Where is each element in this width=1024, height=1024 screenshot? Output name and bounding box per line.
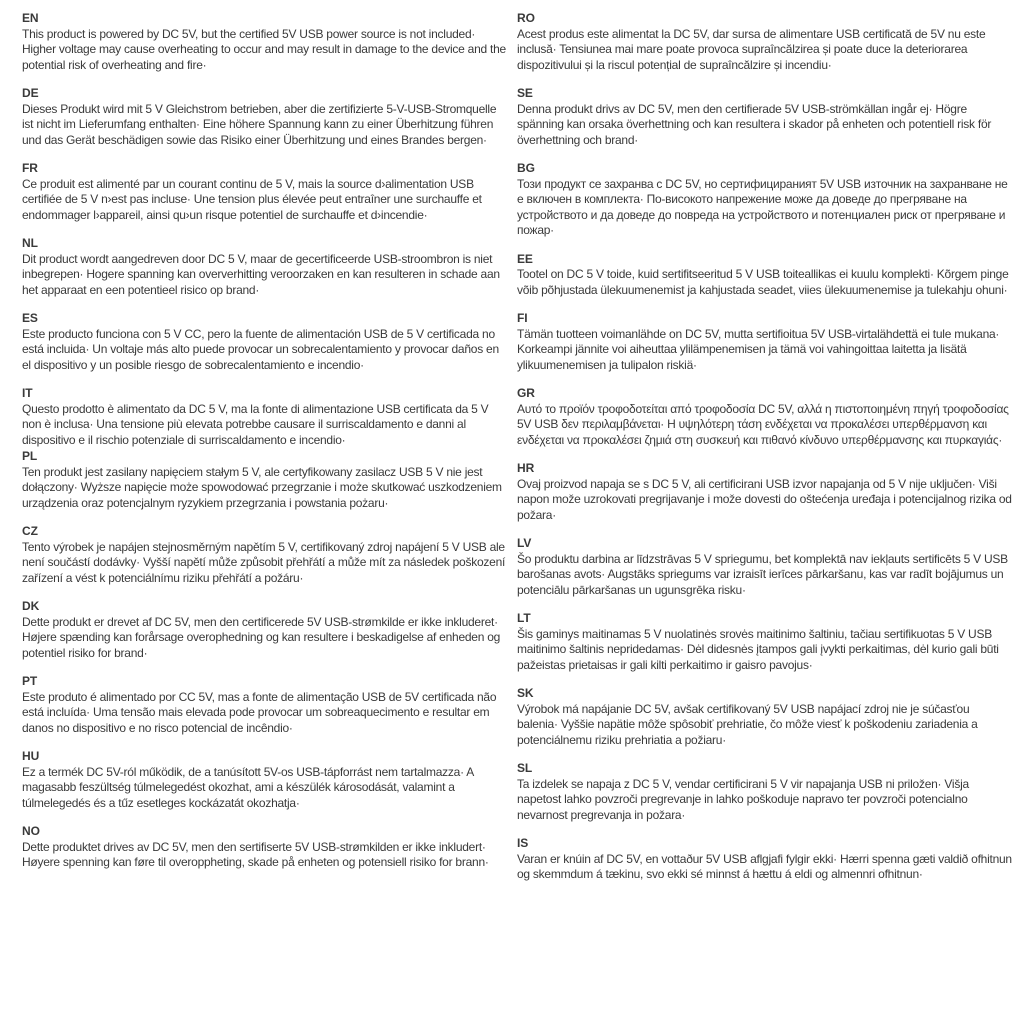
language-code: CZ bbox=[22, 524, 38, 538]
warning-text: Tootel on DC 5 V toide, kuid sertifitseeritud 5 V USB toiteallikas ei kuulu komplekti· Kõrgem pinge võib põhjustada ülekuumenemist ja kahjustada seadet, viies ülekuumenemise ja tulekahju ohuni· bbox=[517, 267, 1009, 297]
warning-text: Dette produktet drives av DC 5V, men den sertifiserte 5V USB-strømkilden er ikke inkludert· Høyere spenning kan føre til overoppheting, skade på enheten og potensiell risiko for brann· bbox=[22, 839, 489, 869]
language-section-lv bbox=[517, 536, 1013, 598]
warning-text: Šis gaminys maitinamas 5 V nuolatinės srovės maitinimo šaltiniu, tačiau sertifikuotas 5 V USB maitinimo šaltinis nepridedamas· Dėl didesnės įtampos gali įvykti perkaitimas, dėl kurio gali būti pažeistas prietaisas ir gali kilti perkaitimo ir gaisro pavojus· bbox=[517, 626, 999, 672]
warning-text: Šo produktu darbina ar līdzstrāvas 5 V spriegumu, bet komplektā nav iekļauts sertificēts 5 V USB barošanas avots· Augstāks spriegums var izraisīt ierīces pārkaršanu, kas var radīt bojājumus un potenciālu pārkaršanas un ugunsgrēka risku· bbox=[517, 551, 1008, 597]
warning-text: Este producto funciona con 5 V CC, pero la fuente de alimentación USB de 5 V certificada no está incluida· Un voltaje más alto puede provocar un sobrecalentamiento y provocar daños en el dispositivo y un posible riesgo de sobrecalentamiento e incendio· bbox=[22, 326, 499, 372]
language-section-pl bbox=[22, 449, 506, 511]
warning-text: Dette produkt er drevet af DC 5V, men den certificerede 5V USB-strømkilde er ikke inkluderet· Højere spænding kan forårsage overophedning og kan resultere i beskadigelse af enheden og potentiel risiko for brand· bbox=[22, 614, 501, 660]
language-code: EE bbox=[517, 251, 533, 266]
language-code: HR bbox=[517, 461, 535, 475]
warning-text: Αυτό το προϊόν τροφοδοτείται από τροφοδοσία DC 5V, αλλά η πιστοποιημένη πηγή τροφοδοσίας 5V USB δεν περιλαμβάνεται· Η υψηλότερη τάση ενδέχεται να προκαλέσει υπερθέρμανση και ενδέχεται να προκαλέσει ζημιά στη συσκευή και πιθανό κίνδυνο υπερθέρμανσης και πυρκαγιάς· bbox=[517, 401, 1009, 447]
language-section-is bbox=[517, 836, 1013, 883]
language-section-en bbox=[22, 11, 506, 73]
language-section-fr bbox=[22, 161, 506, 223]
language-section-pt bbox=[22, 674, 506, 736]
warning-text: Este produto é alimentado por CC 5V, mas a fonte de alimentação USB de 5V certificada não está incluída· Uma tensão mais elevada pode provocar um sobreaquecimento e resultar em danos no dispositivo e no risco potencial de incêndio· bbox=[22, 689, 497, 735]
warning-text: Dit product wordt aangedreven door DC 5 V, maar de gecertificeerde USB-stroombron is niet inbegrepen· Hogere spanning kan oververhitting veroorzaken en kan resulteren in schade aan het apparaat en een potentieel risico op brand· bbox=[22, 251, 500, 297]
language-code: ES bbox=[22, 311, 38, 325]
language-code: DE bbox=[22, 86, 39, 100]
language-code: RO bbox=[517, 11, 535, 25]
language-section-gr bbox=[517, 386, 1013, 448]
language-code: LT bbox=[517, 611, 531, 625]
language-code: PL bbox=[22, 449, 38, 463]
language-section-se bbox=[517, 86, 1013, 148]
language-section-hu bbox=[22, 749, 506, 811]
language-code: IT bbox=[22, 386, 33, 400]
language-code: NO bbox=[22, 824, 40, 838]
language-section-bg bbox=[517, 161, 1013, 239]
warning-text: Denna produkt drivs av DC 5V, men den certifierade 5V USB-strömkällan ingår ej· Högre spänning kan orsaka överhettning och kan resultera i skador på enheten och potentiell risk för överhettning och brand· bbox=[517, 101, 992, 147]
language-section-cz bbox=[22, 524, 506, 586]
language-section-it bbox=[22, 386, 506, 448]
warning-text: Tämän tuotteen voimanlähde on DC 5V, mutta sertifioitua 5V USB-virtalähdettä ei tule mukana· Korkeampi jännite voi aiheuttaa ylilämpenemisen ja tämä voi vahingoittaa laitetta ja lisätä ylikuumenemisen ja tulipalon riskiä· bbox=[517, 326, 1000, 372]
warning-text: Ovaj proizvod napaja se s DC 5 V, ali certificirani USB izvor napajanja od 5 V nije uključen· Viši napon može uzrokovati pregrijavanje i može dovesti do oštećenja uređaja i potencijalnog rizika od požara· bbox=[517, 476, 1012, 522]
language-section-sk bbox=[517, 686, 1013, 748]
language-section-de bbox=[22, 86, 506, 148]
language-code: NL bbox=[22, 236, 38, 250]
language-code: GR bbox=[517, 386, 535, 400]
warning-text: This product is powered by DC 5V, but the certified 5V USB power source is not included· Higher voltage may cause overheating to occur and may result in damage to the device and the potential risk of overheating and fire· bbox=[22, 26, 506, 72]
warning-text: Tento výrobek je napájen stejnosměrným napětím 5 V, certifikovaný zdroj napájení 5 V USB ale není součástí dodávky· Vyšší napětí může způsobit přehřátí a může mít za následek poškození zařízení a vést k potenciálnímu riziku přehřátí a požáru· bbox=[22, 539, 506, 585]
language-code: FR bbox=[22, 161, 38, 175]
warning-text: Varan er knúin af DC 5V, en vottaður 5V USB aflgjafi fylgir ekki· Hærri spenna gæti valdið ofhitnun og skemmdum á tækinu, svo ekki sé minnst á hættu á eldi og almennri ofhitnun· bbox=[517, 851, 1012, 881]
warning-text: Questo prodotto è alimentato da DC 5 V, ma la fonte di alimentazione USB certificata da 5 V non è inclusa· Una tensione più elevata potrebbe causare il surriscaldamento e danni al dispositivo e il rischio potenziale di surriscaldamento e incendio· bbox=[22, 401, 489, 447]
language-section-ee bbox=[517, 252, 1013, 299]
language-code: SL bbox=[517, 761, 533, 775]
column-right bbox=[517, 11, 1013, 896]
warning-text: Този продукт се захранва с DC 5V, но сертифицираният 5V USB източник на захранване не е включен в комплекта· По-високото напрежение може да доведе до прегряване на устройството и да доведе до повреда на устройството и потенциален риск от прегряване и пожар· bbox=[517, 176, 1008, 237]
language-code: BG bbox=[517, 161, 535, 175]
warning-text: Ce produit est alimenté par un courant continu de 5 V, mais la source d›alimentation USB certifiée de 5 V n›est pas incluse· Une tension plus élevée peut entraîner une surchauffe et endommager l›appareil, ainsi qu›un risque potentiel de surchauffe et d›incendie· bbox=[22, 176, 482, 222]
language-section-hr bbox=[517, 461, 1013, 523]
language-code: FI bbox=[517, 311, 528, 325]
language-section-nl bbox=[22, 236, 506, 298]
language-code: LV bbox=[517, 536, 532, 550]
language-section-lt bbox=[517, 611, 1013, 673]
language-code: SK bbox=[517, 686, 534, 700]
column-left bbox=[22, 11, 506, 896]
language-code: HU bbox=[22, 749, 40, 763]
language-section-no bbox=[22, 824, 506, 871]
warning-text: Ez a termék DC 5V-ról működik, de a tanúsított 5V-os USB-tápforrást nem tartalmazza· A magasabb feszültség túlmelegedést okozhat, ami a készülék károsodását, valamint a túlmelegedés és a tűz esetleges kockázatát okozhatja· bbox=[22, 764, 474, 810]
language-section-es bbox=[22, 311, 506, 373]
warning-text: Dieses Produkt wird mit 5 V Gleichstrom betrieben, aber die zertifizierte 5-V-USB-Stromquelle ist nicht im Lieferumfang enthalten· Eine höhere Spannung kann zu einer Überhitzung führen und das Gerät beschädigen sowie das Risiko einer Überhitzung und eines Brandes bergen· bbox=[22, 101, 497, 147]
warning-text: Ta izdelek se napaja z DC 5 V, vendar certificirani 5 V vir napajanja USB ni priložen· Višja napetost lahko povzroči pregrevanje in lahko poškoduje napravo ter povzroči potencialno nevarnost pregrevanja in požara· bbox=[517, 776, 969, 822]
language-code: EN bbox=[22, 11, 39, 25]
language-code: PT bbox=[22, 674, 38, 688]
language-code: SE bbox=[517, 86, 533, 100]
language-section-ro bbox=[517, 11, 1013, 73]
language-section-dk bbox=[22, 599, 506, 661]
language-code: IS bbox=[517, 836, 529, 850]
warning-text: Výrobok má napájanie DC 5V, avšak certifikovaný 5V USB napájací zdroj nie je súčasťou balenia· Vyššie napätie môže spôsobiť prehriatie, čo môže viesť k poškodeniu zariadenia a potenciálnemu riziku prehriatia a požiaru· bbox=[517, 701, 978, 747]
language-section-sl bbox=[517, 761, 1013, 823]
language-section-fi bbox=[517, 311, 1013, 373]
language-code: DK bbox=[22, 599, 40, 613]
warning-text: Acest produs este alimentat la DC 5V, dar sursa de alimentare USB certificată de 5V nu este inclusă· Tensiunea mai mare poate provoca supraîncălzirea și poate duce la deteriorarea dispozitivului și la riscul potențial de supraîncălzire și incendiu· bbox=[517, 26, 986, 72]
warning-text: Ten produkt jest zasilany napięciem stałym 5 V, ale certyfikowany zasilacz USB 5 V nie jest dołączony· Wyższe napięcie może spowodować przegrzanie i może skutkować uszkodzeniem urządzenia oraz potencjalnym ryzykiem przegrzania i powstania pożaru· bbox=[22, 464, 502, 510]
